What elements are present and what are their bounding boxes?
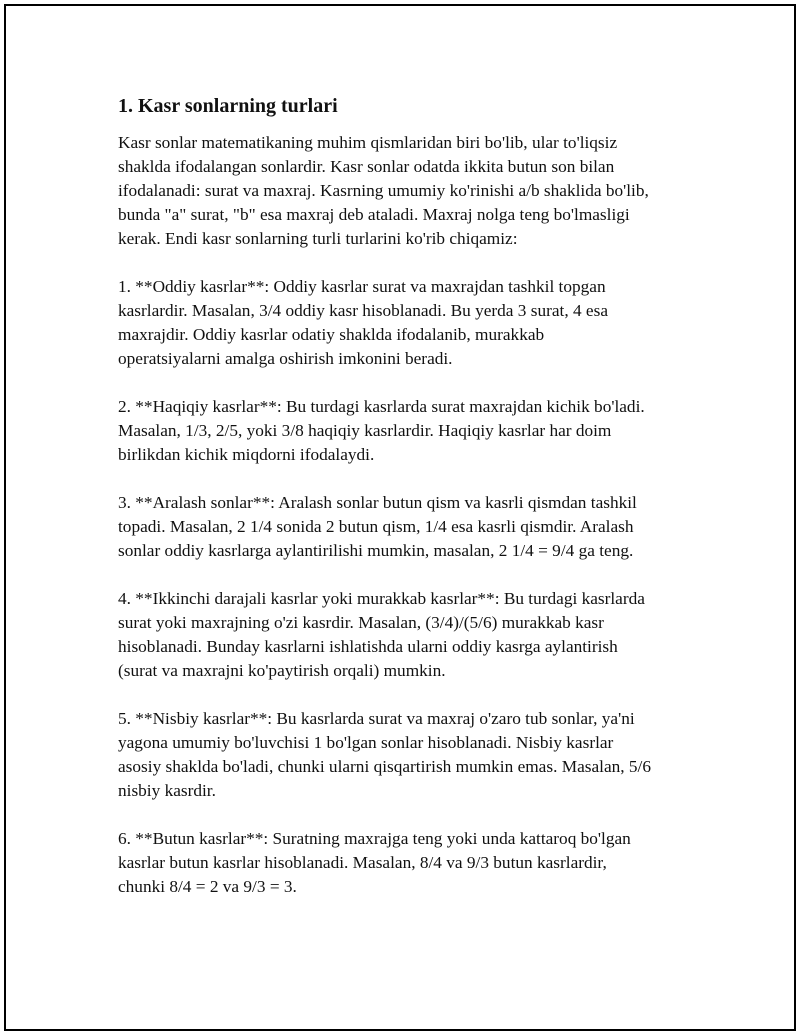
- list-item-haqiqiy-kasrlar: [118, 395, 718, 467]
- text-line: 6. **Butun kasrlar**: Suratning maxrajga teng yoki unda kattaroq bo'lgan: [118, 829, 631, 848]
- text-line: shaklda ifodalangan sonlardir. Kasr sonlar odatda ikkita butun son bilan: [118, 157, 615, 176]
- text-line: chunki 8/4 = 2 va 9/3 = 3.: [118, 877, 297, 896]
- text-line: 5. **Nisbiy kasrlar**: Bu kasrlarda surat va maxraj o'zaro tub sonlar, ya'ni: [118, 709, 635, 728]
- text-line: hisoblanadi. Bunday kasrlarni ishlatishda ularni oddiy kasrga aylantirish: [118, 637, 618, 656]
- text-line: surat yoki maxrajning o'zi kasrdir. Masalan, (3/4)/(5/6) murakkab kasr: [118, 613, 604, 632]
- text-line: 4. **Ikkinchi darajali kasrlar yoki murakkab kasrlar**: Bu turdagi kasrlarda: [118, 589, 645, 608]
- text-line: kasrlar butun kasrlar hisoblanadi. Masalan, 8/4 va 9/3 butun kasrlardir,: [118, 853, 607, 872]
- text-line: 3. **Aralash sonlar**: Aralash sonlar butun qism va kasrli qismdan tashkil: [118, 493, 637, 512]
- text-line: topadi. Masalan, 2 1/4 sonida 2 butun qism, 1/4 esa kasrli qismdir. Aralash: [118, 517, 634, 536]
- text-line: yagona umumiy bo'luvchisi 1 bo'lgan sonlar hisoblanadi. Nisbiy kasrlar: [118, 733, 614, 752]
- text-line: Kasr sonlar matematikaning muhim qismlaridan biri bo'lib, ular to'liqsiz: [118, 133, 618, 152]
- list-item-nisbiy-kasrlar: [118, 707, 718, 803]
- text-line: sonlar oddiy kasrlarga aylantirilishi mumkin, masalan, 2 1/4 = 9/4 ga teng.: [118, 541, 634, 560]
- list-item-aralash-sonlar: [118, 491, 718, 563]
- text-line: birlikdan kichik miqdorni ifodalaydi.: [118, 445, 375, 464]
- section-heading: 1. Kasr sonlarning turlari: [118, 95, 338, 117]
- text-line: Masalan, 1/3, 2/5, yoki 3/8 haqiqiy kasrlardir. Haqiqiy kasrlar har doim: [118, 421, 612, 440]
- text-line: operatsiyalarni amalga oshirish imkonini beradi.: [118, 349, 453, 368]
- intro-paragraph: [118, 131, 718, 251]
- list-item-oddiy-kasrlar: [118, 275, 718, 371]
- document-body: [118, 93, 718, 923]
- text-line: (surat va maxrajni ko'paytirish orqali) mumkin.: [118, 661, 446, 680]
- list-item-murakkab-kasrlar: [118, 587, 718, 683]
- list-item-butun-kasrlar: [118, 827, 718, 899]
- text-line: kasrlardir. Masalan, 3/4 oddiy kasr hisoblanadi. Bu yerda 3 surat, 4 esa: [118, 301, 609, 320]
- text-line: 2. **Haqiqiy kasrlar**: Bu turdagi kasrlarda surat maxrajdan kichik bo'ladi.: [118, 397, 645, 416]
- text-line: kerak. Endi kasr sonlarning turli turlarini ko'rib chiqamiz:: [118, 229, 518, 248]
- text-line: 1. **Oddiy kasrlar**: Oddiy kasrlar surat va maxrajdan tashkil topgan: [118, 277, 606, 296]
- text-line: nisbiy kasrdir.: [118, 781, 216, 800]
- text-line: bunda "a" surat, "b" esa maxraj deb ataladi. Maxraj nolga teng bo'lmasligi: [118, 205, 630, 224]
- text-line: ifodalanadi: surat va maxraj. Kasrning umumiy ko'rinishi a/b shaklida bo'lib,: [118, 181, 649, 200]
- text-line: asosiy shaklda bo'ladi, chunki ularni qisqartirish mumkin emas. Masalan, 5/6: [118, 757, 651, 776]
- text-line: maxrajdir. Oddiy kasrlar odatiy shaklda ifodalanib, murakkab: [118, 325, 545, 344]
